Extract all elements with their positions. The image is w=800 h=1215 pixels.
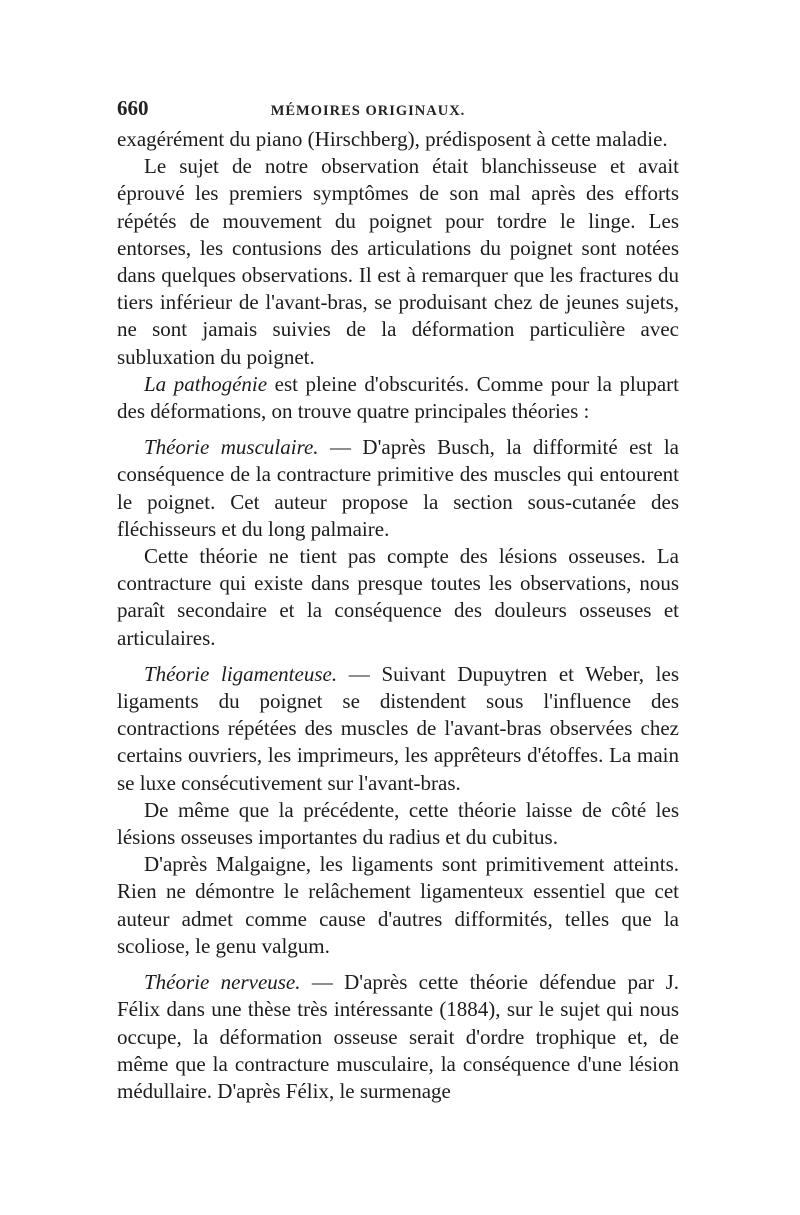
paragraph-text: exagérément du piano (Hirschberg), prédisposent à cette maladie. <box>117 127 668 151</box>
paragraph-theorie-ligamenteuse <box>117 661 679 797</box>
paragraph-text: est pleine d'obscurités. Comme pour la plupart des déformations, on trouve quatre principales théories : <box>117 371 679 424</box>
paragraph-malgaigne <box>117 851 679 960</box>
book-page <box>117 96 679 1105</box>
page-header <box>117 96 679 126</box>
paragraph-critique-musculaire <box>117 543 679 652</box>
page-number: 660 <box>117 96 149 120</box>
paragraph-text: Le sujet de notre observation était blanchisseuse et avait éprouvé les premiers symptômes de son mal après des efforts répétés de mouvement du poignet pour tordre le linge. Les entorses, les contusions des articulations du poignet sont notées dans quelques observations. Il est à remarquer que les fractures du tiers inférieur de l'avant-bras, se produisant chez de jeunes sujets, ne sont jamais suivies de la déformation particulière avec subluxation du poignet. <box>117 154 679 369</box>
paragraph-observation <box>117 153 679 371</box>
paragraph-theorie-musculaire <box>117 434 679 543</box>
section-title: Théorie ligamenteuse. <box>144 661 338 686</box>
paragraph-text: D'après Malgaigne, les ligaments sont primitivement atteints. Rien ne démontre le relâchement ligamenteux essentiel que cet auteur admet comme cause d'autres difformités, telles que la scoliose, le genu valgum. <box>117 852 679 958</box>
paragraph-text: — D'après cette théorie défendue par J. Félix dans une thèse très intéressante (1884), sur le sujet qui nous occupe, la déformation osseuse serait d'ordre trophique et, de même que la contracture musculaire, la conséquence d'une lésion médullaire. D'après Félix, le surmenage <box>117 970 679 1103</box>
paragraph-critique-ligamenteuse <box>117 797 679 851</box>
paragraph-lead: La pathogénie <box>144 371 268 396</box>
section-title: Théorie musculaire. <box>144 435 319 460</box>
paragraph-continuation <box>117 126 679 153</box>
section-title: Théorie nerveuse. <box>144 970 301 995</box>
paragraph-pathogenie <box>117 371 679 425</box>
running-head: MÉMOIRES ORIGINAUX. <box>270 103 466 119</box>
paragraph-text: — Suivant Dupuytren et Weber, les ligaments du poignet se distendent sous l'influence des contractions répétées des muscles de l'avant-bras observées chez certains ouvriers, les imprimeurs, les apprêteurs d'étoffes. La main se luxe consécutivement sur l'avant-bras. <box>117 661 679 795</box>
paragraph-text: — D'après Busch, la difformité est la conséquence de la contracture primitive des muscles qui entourent le poignet. Cet auteur propose la section sous-cutanée des fléchisseurs et du long palmaire. <box>117 435 680 541</box>
paragraph-theorie-nerveuse <box>117 969 679 1105</box>
paragraph-text: Cette théorie ne tient pas compte des lésions osseuses. La contracture qui existe dans presque toutes les observations, nous paraît secondaire et la conséquence des douleurs osseuses et articulaires. <box>117 544 679 650</box>
paragraph-text: De même que la précédente, cette théorie laisse de côté les lésions osseuses importantes du radius et du cubitus. <box>117 797 679 850</box>
